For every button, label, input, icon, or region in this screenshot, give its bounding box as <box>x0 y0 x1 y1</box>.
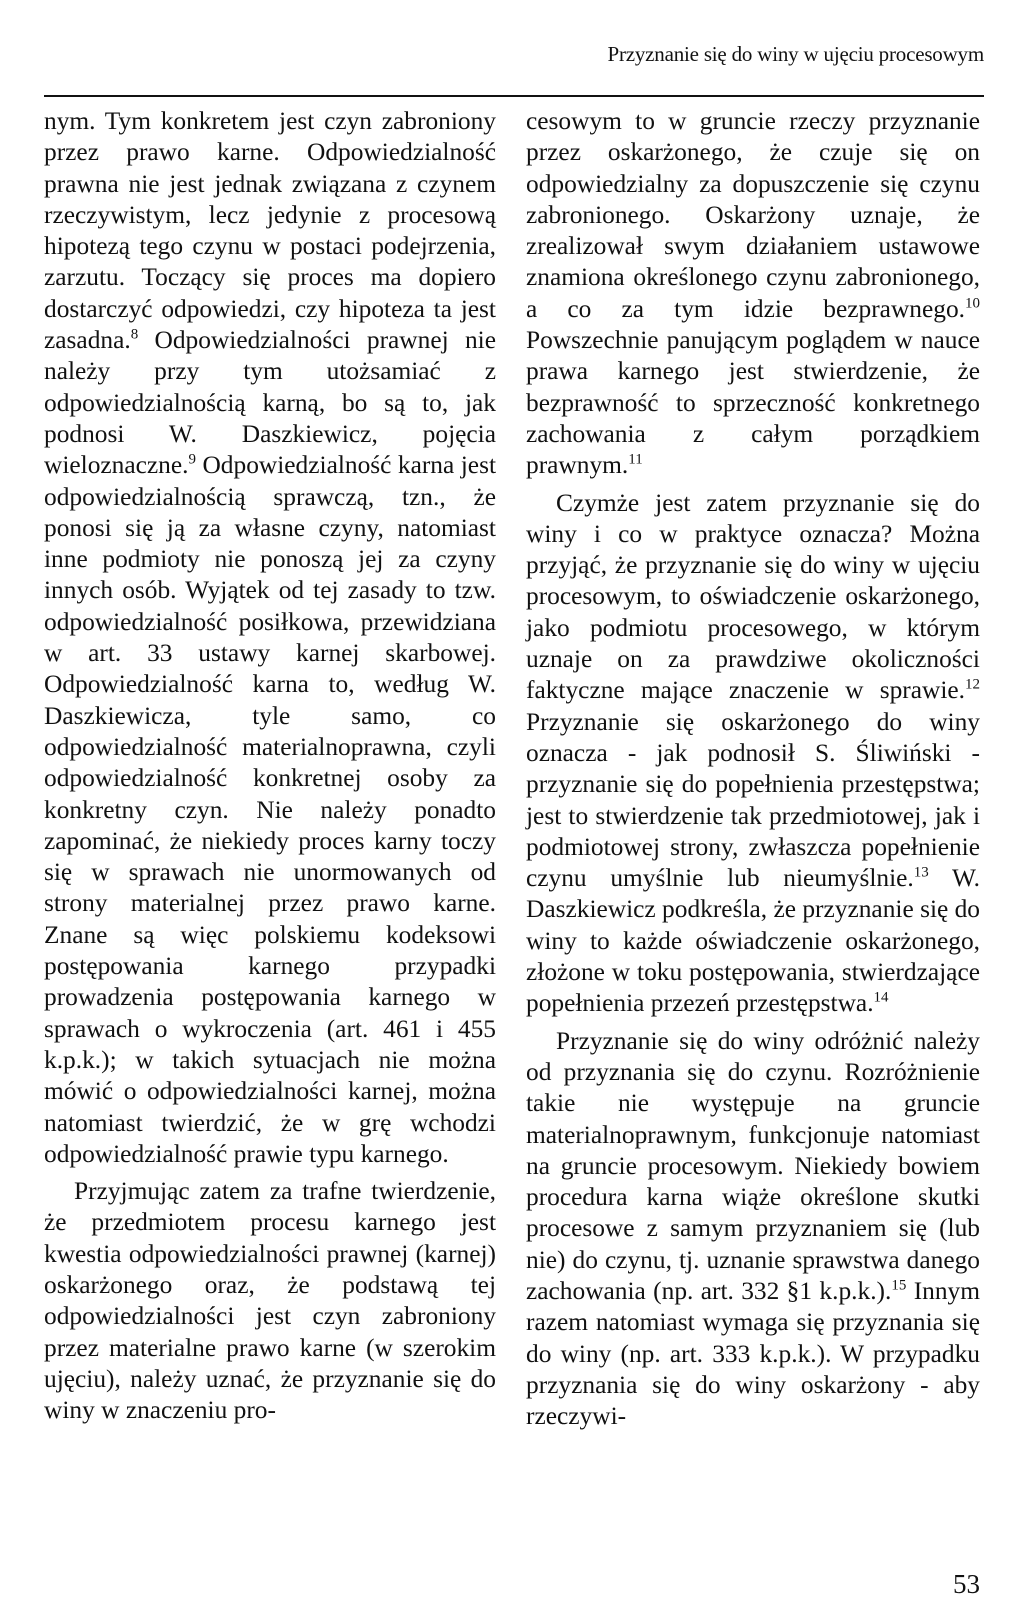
footnote-marker[interactable]: 12 <box>965 676 980 693</box>
paragraph <box>526 488 980 1020</box>
footnote-marker[interactable]: 13 <box>913 864 929 881</box>
paragraph-text: nym. Tym konkretem jest czyn zabroniony przez prawo karne. Odpowiedzialność prawna nie jest jednak związana z czynem rzeczywistym, lecz jedynie z procesową hipotezą tego czynu w postaci podejrzenia, zarzutu. Toczący się proces ma dopiero dostarczyć odpowiedzi, czy hipoteza ta jest zasadna. <box>44 107 496 355</box>
paragraph-text: Odpowiedzialność karna jest odpowiedzialnością sprawczą, tzn., że ponosi się ją za własne czyny, natomiast inne podmioty nie ponoszą jej za czyny innych osób. Wyjątek od tej zasady to tzw. odpowiedzialność posiłkowa, przewidziana w art. 33 ustawy karnej skarbowej. Odpowiedzialność karna to, według W. Daszkiewicza, tyle samo, co odpowiedzialność materialnoprawna, czyli odpowiedzialność konkretnej osoby za konkretny czyn. Nie należy ponadto zapominać, że niekiedy proces karny toczy się w sprawach nie unormowanych od strony materialnej przez prawo karne. Znane są więc polskiemu kodeksowi postępowania karnego przypadki prowadzenia postępowania karnego w sprawach o wykroczenia (art. 461 i 455 k.p.k.); w takich sytuacjach nie można mówić o odpowiedzialności karnej, można natomiast twierdzić, że w grę wchodzi odpowiedzialność prawie typu karnego. <box>44 451 496 1168</box>
paragraph <box>44 1176 496 1426</box>
footnote-marker[interactable]: 10 <box>965 295 980 312</box>
page-number: 53 <box>953 1569 980 1599</box>
left-column <box>44 106 496 1426</box>
footnote-marker[interactable]: 15 <box>891 1277 907 1294</box>
footnote-marker[interactable]: 11 <box>628 451 643 468</box>
paragraph-text: Innym razem natomiast wymaga się przyznania się do winy (np. art. 333 k.p.k.). W przypadku przyznania się do winy oskarżony - aby rzeczywi- <box>526 1276 980 1431</box>
running-header: Przyznanie się do winy w ujęciu procesowym <box>607 42 984 66</box>
paragraph-text: cesowym to w gruncie rzeczy przyznanie przez oskarżonego, że czuje się on odpowiedzialny za dopuszczenie się czynu zabronionego. Oskarżony uznaje, że zrealizował swym działaniem ustawowe znamiona określonego czynu zabronionego, a co za tym idzie bezprawnego. <box>526 107 980 323</box>
paragraph-text: W. Daszkiewicz podkreśla, że przyznanie się do winy to każde oświadczenie oskarżonego, złożone w toku postępowania, stwierdzające popełnienia przezeń przestępstwa. <box>526 864 981 1018</box>
paragraph <box>44 106 496 1170</box>
paragraph-text: Przyznanie się do winy odróżnić należy od przyznania się do czynu. Rozróżnienie takie nie występuje na gruncie materialnoprawnym, funkcjonuje natomiast na gruncie procesowym. Niekiedy bowiem procedura karna wiąże określone skutki procesowe z samym przyznaniem się (lub nie) do czynu, tj. uznanie sprawstwa danego zachowania (np. art. 332 §1 k.p.k.). <box>526 1026 980 1305</box>
paragraph <box>526 106 980 482</box>
paragraph-text: Przyznanie się oskarżonego do winy oznacza - jak podnosił S. Śliwiński - przyznanie się do popełnienia przestępstwa; jest to stwierdzenie tak przedmiotowej, jak i podmiotowej strony, zwłaszcza popełnienie czynu umyślnie lub nieumyślnie. <box>526 707 980 893</box>
paragraph-text: Odpowiedzialności prawnej nie należy przy tym utożsamiać z odpowiedzialnością karną, bo są to, jak podnosi W. Daszkiewicz, pojęcia wieloznaczne. <box>44 326 496 480</box>
header-rule <box>44 95 984 97</box>
footnote-marker[interactable]: 9 <box>188 451 196 468</box>
footnote-marker[interactable]: 14 <box>873 989 889 1006</box>
paragraph-text: Powszechnie panującym poglądem w nauce prawa karnego jest stwierdzenie, że bezprawność to sprzeczność konkretnego zachowania z całym porządkiem prawnym. <box>526 326 980 480</box>
paragraph-text: Czymże jest zatem przyznanie się do winy i co w praktyce oznacza? Można przyjąć, że przyznanie się do winy w ujęciu procesowym, to oświadczenie oskarżonego, jako podmiotu procesowego, w którym uznaje on za prawdziwe okoliczności faktyczne mające znaczenie w sprawie. <box>526 488 980 705</box>
right-column <box>526 106 980 1432</box>
paragraph-text: Przyjmując zatem za trafne twierdzenie, że przedmiotem procesu karnego jest kwestia odpowiedzialności prawnej (karnej) oskarżonego oraz, że podstawą tej odpowiedzialności jest czyn zabroniony przez materialne prawo karne (w szerokim ujęciu), należy uznać, że przyznanie się do winy w znaczeniu pro- <box>44 1177 496 1425</box>
footnote-marker[interactable]: 8 <box>130 326 139 343</box>
paragraph <box>526 1026 980 1433</box>
